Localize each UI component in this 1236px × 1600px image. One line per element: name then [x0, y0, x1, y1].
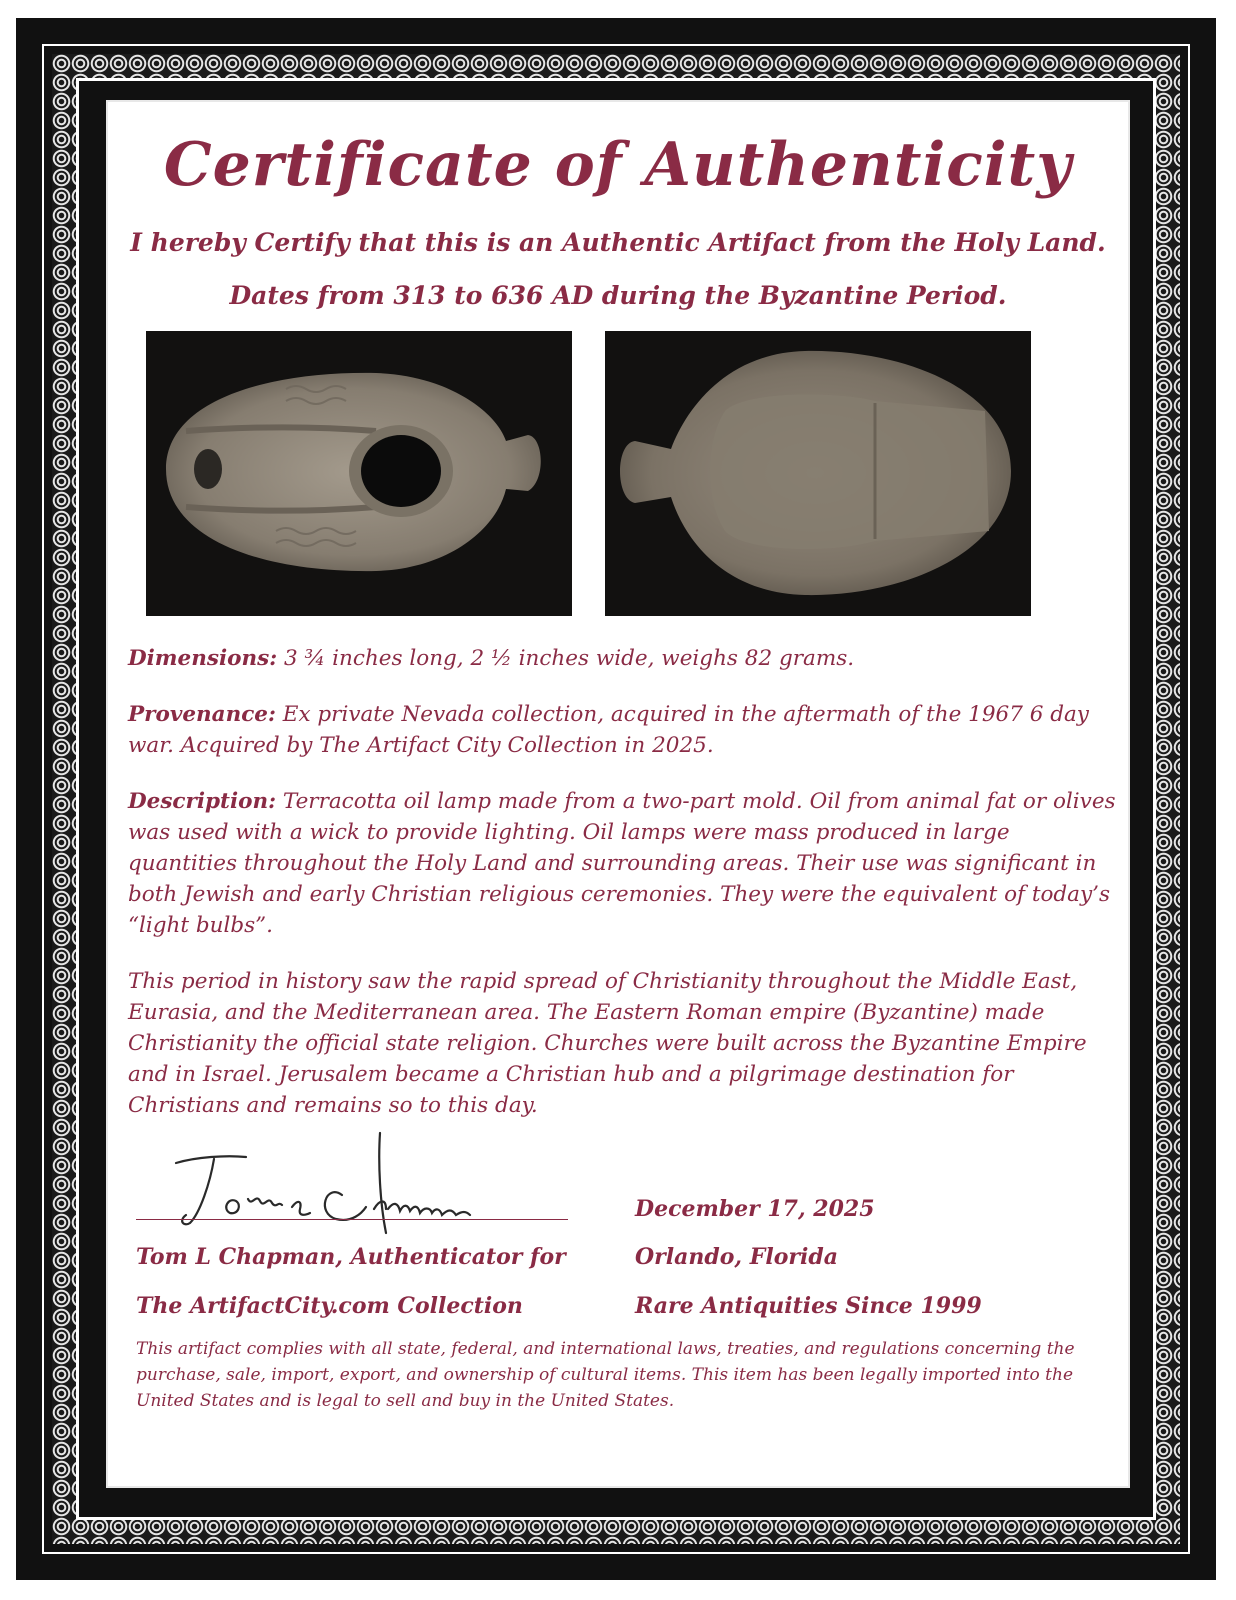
provenance-label: Provenance: [128, 702, 276, 727]
certificate-title: Certificate of Authenticity [163, 130, 1073, 200]
dimensions-paragraph [128, 643, 1118, 674]
dimensions-text: 3 ¾ inches long, 2 ½ inches wide, weighs 82 grams. [277, 646, 855, 671]
history-paragraph: This period in history saw the rapid spread of Christianity throughout the Middle East, Eurasia, and the Mediterranean area. The Eastern Roman empire (Byzantine) made Christianity the official state religion. Churches were built across the Byzantine Empire and in Israel. Jerusalem became a Christian hub and a pilgrimage destination for Christians and remains so to this day. [128, 969, 1087, 1118]
oil-lamp-top-image [146, 331, 572, 616]
lamp-photo-bottom-view [605, 331, 1031, 616]
provenance-text: Ex private Nevada collection, acquired in the aftermath of the 1967 6 day war. Acquired by The Artifact City Collection in 2025. [128, 702, 1089, 758]
certificate-panel [106, 100, 1130, 1488]
handwritten-signature [166, 1123, 566, 1243]
signer-line: Tom L Chapman, Authenticator for [136, 1244, 566, 1270]
dimensions-label: Dimensions: [128, 646, 278, 671]
lamp-photo-top-view [146, 331, 572, 616]
provenance-paragraph [128, 699, 1118, 761]
certificate-date: December 17, 2025 [635, 1196, 875, 1222]
description-text: Terracotta oil lamp made from a two-part mold. Oil from animal fat or olives was used with a wick to provide lighting. Oil lamps were mass produced in large quantities throughout the Holy Land and surrounding areas. Their use was significant in both Jewish and early Christian religious ceremonies. They were the equivalent of today’s “light bulbs”. [128, 789, 1116, 938]
legal-compliance-text: This artifact complies with all state, federal, and international laws, treaties, and regulations concerning the purchase, sale, import, export, and ownership of cultural items. This item has been legally imported into the United States and is legal to sell and buy in the United States. [136, 1339, 1075, 1411]
collection-line: The ArtifactCity.com Collection [136, 1293, 523, 1319]
oil-lamp-bottom-image [605, 331, 1031, 616]
description-paragraph [128, 786, 1118, 941]
dates-line: Dates from 313 to 636 AD during the Byzantine Period. [229, 281, 1007, 310]
certify-line: I hereby Certify that this is an Authentic Artifact from the Holy Land. [130, 228, 1106, 257]
description-label: Description: [128, 789, 277, 814]
certificate-location: Orlando, Florida [635, 1244, 838, 1270]
signature-line [136, 1219, 568, 1220]
business-tagline: Rare Antiquities Since 1999 [635, 1293, 982, 1319]
